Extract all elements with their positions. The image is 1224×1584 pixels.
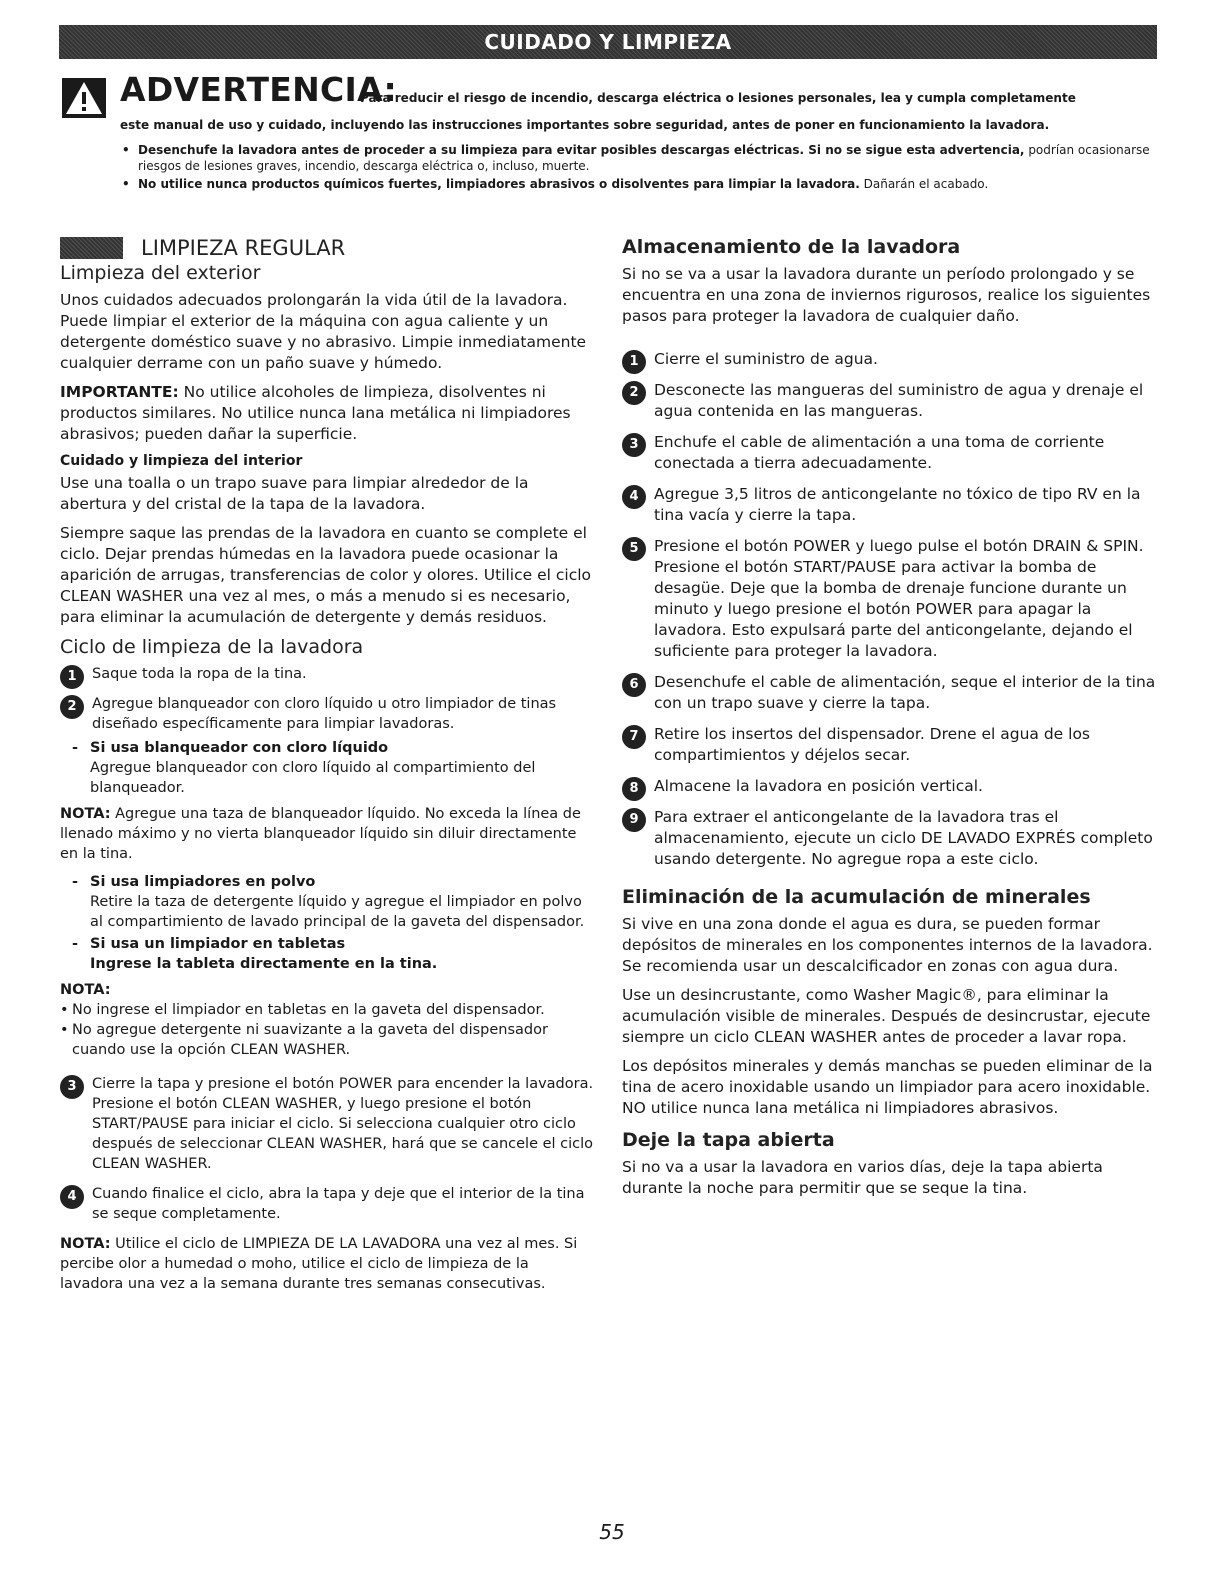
- step-item: 5 Presione el botón POWER y luego pulse el botón DRAIN & SPIN. Presione el botón START/PAUSE para activar la bomba de desagüe. Deje que la bomba de drenaje funcione durante un minuto y luego presione el botón POWER para apagar la lavadora. Esto expulsará parte del anticongelante, dejando el suficiente para proteger la lavadora.: [622, 536, 1157, 662]
- warning-intro-continued: este manual de uso y cuidado, incluyendo las instrucciones importantes sobre seguridad, antes de poner en funcionamiento la lavadora.: [120, 118, 1050, 132]
- section-banner: CUIDADO Y LIMPIEZA: [59, 25, 1157, 59]
- page-number: 55: [599, 1520, 625, 1544]
- step-item: 4 Agregue 3,5 litros de anticongelante no tóxico de tipo RV en la tina vacía y cierre la tapa.: [622, 484, 1157, 526]
- important-text: IMPORTANTE: No utilice alcoholes de limpieza, disolventes ni productos similares. No utilice nunca lana metálica ni limpiadores abrasivos; pueden dañar la superficie.: [60, 383, 571, 443]
- step-item: 6 Desenchufe el cable de alimentación, seque el interior de la tina con un trapo suave y cierre la tapa.: [622, 672, 1157, 714]
- note-item: • No agregue detergente ni suavizante a la gaveta del dispensador cuando use la opción CLEAN WASHER.: [60, 1020, 595, 1060]
- right-column: [622, 236, 1157, 1207]
- note-list: [60, 1000, 595, 1060]
- interior-heading: Cuidado y limpieza del interior: [60, 453, 303, 469]
- sub-option: - Si usa blanqueador con cloro líquido Agregue blanqueador con cloro líquido al compartimiento del blanqueador.: [60, 738, 595, 798]
- step-item: 2 Agregue blanqueador con cloro líquido u otro limpiador de tinas diseñado específicamente para limpiar lavadoras.: [60, 694, 595, 734]
- exterior-heading: Limpieza del exterior: [60, 262, 261, 284]
- step-item: 4 Cuando finalice el ciclo, abra la tapa y deje que el interior de la tina se seque completamente.: [60, 1184, 595, 1224]
- step-item: 2 Desconecte las mangueras del suministro de agua y drenaje el agua contenida en las mangueras.: [622, 380, 1157, 422]
- warning-bullet: • No utilice nunca productos químicos fuertes, limpiadores abrasivos o disolventes para limpiar la lavadora. Dañarán el acabado.: [120, 176, 1165, 192]
- note-item: • No ingrese el limpiador en tabletas en la gaveta del dispensador.: [60, 1000, 595, 1020]
- note-label: NOTA:: [60, 982, 111, 998]
- step-item: 3 Cierre la tapa y presione el botón POWER para encender la lavadora. Presione el botón CLEAN WASHER, y luego presione el botón START/PAUSE para iniciar el ciclo. Si selecciona cualquier otro ciclo después de seleccionar CLEAN WASHER, hará que se cancele el ciclo CLEAN WASHER.: [60, 1074, 595, 1174]
- step-item: 8 Almacene la lavadora en posición vertical.: [622, 776, 1157, 797]
- warning-triangle-icon: [62, 78, 106, 118]
- interior-text: Use una toalla o un trapo suave para limpiar alrededor de la abertura y del cristal de la tapa de la lavadora.: [60, 474, 529, 513]
- step-item: 3 Enchufe el cable de alimentación a una toma de corriente conectada a tierra adecuadamente.: [622, 432, 1157, 474]
- sub-option: - Si usa un limpiador en tabletas Ingrese la tableta directamente en la tina.: [60, 934, 595, 974]
- minerals-text-2: Use un desincrustante, como Washer Magic®, para eliminar la acumulación visible de minerales. Después de desincrustar, ejecute siempre un ciclo CLEAN WASHER antes de proceder a lavar ropa.: [622, 986, 1151, 1046]
- step-item: 1 Saque toda la ropa de la tina.: [60, 664, 595, 684]
- lid-text: Si no va a usar la lavadora en varios días, deje la tapa abierta durante la noche para permitir que se seque la tina.: [622, 1158, 1103, 1197]
- note-text: NOTA: Agregue una taza de blanqueador líquido. No exceda la línea de llenado máximo y no vierta blanqueador líquido sin diluir directamente en la tina.: [60, 806, 581, 862]
- minerals-text-3: Los depósitos minerales y demás manchas se pueden eliminar de la tina de acero inoxidable usando un limpiador para acero inoxidable. NO utilice nunca lana metálica ni limpiadores abrasivos.: [622, 1057, 1153, 1117]
- warning-bullet: • Desenchufe la lavadora antes de proceder a su limpieza para evitar posibles descargas eléctricas. Si no se sigue esta advertencia, podrían ocasionarse riesgos de lesiones graves, incendio, descarga eléctrica o, incluso, muerte.: [120, 142, 1165, 174]
- note-text: NOTA: Utilice el ciclo de LIMPIEZA DE LA LAVADORA una vez al mes. Si percibe olor a humedad o moho, utilice el ciclo de limpieza de la lavadora una vez a la semana durante tres semanas consecutivas.: [60, 1236, 578, 1292]
- section-heading: LIMPIEZA REGULAR: [60, 236, 595, 260]
- warning-list: [120, 142, 1165, 194]
- left-column: [60, 236, 595, 1302]
- interior-text-2: Siempre saque las prendas de la lavadora en cuanto se complete el ciclo. Dejar prendas húmedas en la lavadora puede ocasionar la aparición de arrugas, transferencias de color y olores. Utilice el ciclo CLEAN WASHER una vez al mes, o más a menudo si es necesario, para eliminar la acumulación de detergente y demás residuos.: [60, 524, 592, 626]
- sub-option: - Si usa limpiadores en polvo Retire la taza de detergente líquido y agregue el limpiador en polvo al compartimiento de lavado principal de la gaveta del dispensador.: [60, 872, 595, 932]
- warning-intro: Para reducir el riesgo de incendio, descarga eléctrica o lesiones personales, lea y cumpla completamente: [360, 91, 1076, 105]
- exterior-text: Unos cuidados adecuados prolongarán la vida útil de la lavadora. Puede limpiar el exterior de la máquina con agua caliente y un detergente doméstico suave y no abrasivo. Limpie inmediatamente cualquier derrame con un paño suave y húmedo.: [60, 291, 587, 372]
- lid-heading: Deje la tapa abierta: [622, 1129, 835, 1151]
- storage-text: Si no se va a usar la lavadora durante un período prolongado y se encuentra en una zona de inviernos rigurosos, realice los siguientes pasos para proteger la lavadora de cualquier daño.: [622, 265, 1151, 325]
- step-item: 9 Para extraer el anticongelante de la lavadora tras el almacenamiento, ejecute un ciclo DE LAVADO EXPRÉS completo usando detergente. No agregue ropa a este ciclo.: [622, 807, 1157, 870]
- minerals-text: Si vive en una zona donde el agua es dura, se pueden formar depósitos de minerales en los componentes internos de la lavadora. Se recomienda usar un descalcificador en zonas con agua dura.: [622, 915, 1153, 975]
- minerals-heading: Eliminación de la acumulación de minerales: [622, 886, 1091, 908]
- cycle-heading: Ciclo de limpieza de la lavadora: [60, 636, 364, 658]
- warning-title: ADVERTENCIA:: [120, 70, 398, 109]
- step-item: 7 Retire los insertos del dispensador. Drene el agua de los compartimientos y déjelos secar.: [622, 724, 1157, 766]
- heading-bar: [60, 237, 123, 259]
- storage-heading: Almacenamiento de la lavadora: [622, 236, 961, 258]
- step-item: 1 Cierre el suministro de agua.: [622, 349, 1157, 370]
